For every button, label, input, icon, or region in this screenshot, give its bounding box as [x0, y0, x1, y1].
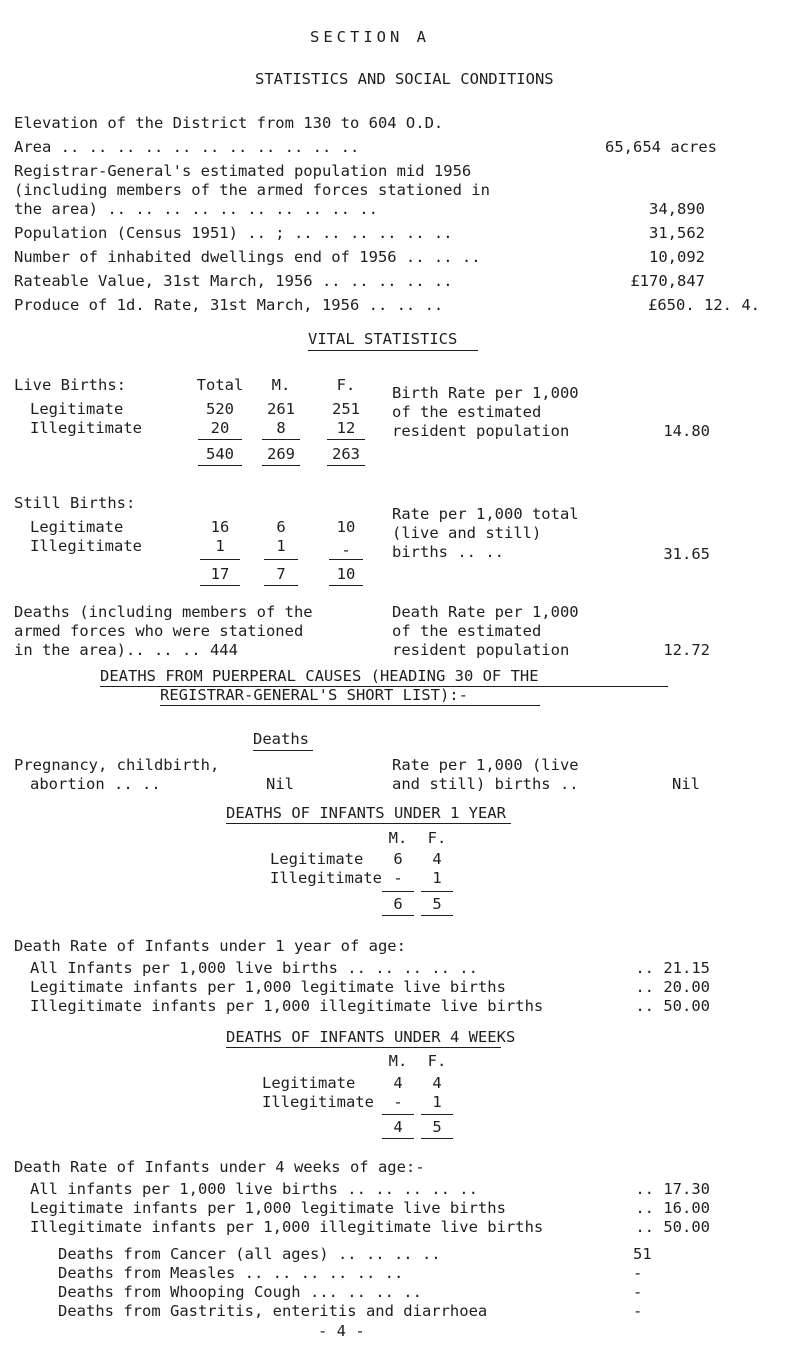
sum-rule	[329, 585, 363, 586]
sum-rule	[327, 439, 365, 440]
sum-rule	[382, 1114, 414, 1115]
live-illegit-f: 12	[336, 419, 356, 437]
area-label: Area .. .. .. .. .. .. .. .. .. .. ..	[14, 138, 360, 156]
deaths-line-1: Deaths (including members of the	[14, 603, 313, 621]
still-rate-line-3: births .. ..	[392, 543, 504, 561]
puerperal-deaths-value: Nil	[266, 775, 294, 793]
deaths-column-heading: Deaths	[253, 730, 309, 748]
cancer-deaths-label: Deaths from Cancer (all ages) .. .. .. ..	[58, 1245, 441, 1263]
infants-1yr-rate-heading: Death Rate of Infants under 1 year of age:	[14, 937, 406, 955]
deaths-line-3: in the area).. .. .. 444	[14, 641, 238, 659]
heading-underline	[160, 705, 540, 706]
cancer-deaths-value: 51	[633, 1245, 652, 1263]
measles-deaths-label: Deaths from Measles .. .. .. .. .. ..	[58, 1264, 404, 1282]
infants-1yr-illegit-f: 1	[432, 869, 442, 887]
still-legit-label: Legitimate	[30, 518, 124, 536]
live-illegit-label: Illegitimate	[30, 419, 142, 437]
registrar-line-1: Registrar-General's estimated population mid 1956	[14, 162, 472, 180]
live-sum-total: 540	[206, 445, 234, 463]
infants-4wk-sum-f: 5	[432, 1118, 442, 1136]
infants-1yr-col-f: F.	[427, 829, 447, 847]
death-rate-value: 12.72	[663, 641, 710, 659]
deaths-line-2: armed forces who were stationed	[14, 622, 304, 640]
dwellings-value: 10,092	[649, 248, 705, 266]
infants-1yr-rate-illegit-label: Illegitimate infants per 1,000 illegitimate live births	[30, 997, 544, 1015]
infants-1yr-rate-all-label: All Infants per 1,000 live births .. .. .. .. ..	[30, 959, 478, 977]
infants-1yr-col-m: M.	[388, 829, 408, 847]
census-label: Population (Census 1951) .. ; .. .. .. .. .. ..	[14, 224, 453, 242]
sum-rule	[264, 559, 298, 560]
sum-rule	[198, 465, 242, 466]
live-births-label: Live Births:	[14, 376, 126, 394]
infants-1yr-sum-f: 5	[432, 895, 442, 913]
sum-rule	[327, 465, 365, 466]
area-value: 65,654 acres	[605, 138, 717, 156]
col-m: M.	[271, 376, 291, 394]
infants-4wk-heading: DEATHS OF INFANTS UNDER 4 WEEKS	[226, 1028, 516, 1046]
still-illegit-f: -	[341, 541, 351, 559]
page-number: - 4 -	[318, 1322, 365, 1340]
whooping-cough-deaths-value: -	[633, 1283, 643, 1301]
infants-4wk-col-f: F.	[427, 1052, 447, 1070]
infants-4wk-legit-label: Legitimate	[262, 1074, 356, 1092]
infants-1yr-rate-all-value: .. 21.15	[635, 959, 710, 977]
live-sum-f: 263	[332, 445, 360, 463]
still-illegit-total: 1	[215, 537, 225, 555]
infants-4wk-rate-all-label: All infants per 1,000 live births .. .. .. .. ..	[30, 1180, 478, 1198]
infants-4wk-legit-f: 4	[432, 1074, 442, 1092]
infants-1yr-legit-label: Legitimate	[270, 850, 364, 868]
puerperal-heading-1: DEATHS FROM PUERPERAL CAUSES (HEADING 30 OF THE	[100, 667, 539, 685]
registrar-value: 34,890	[649, 200, 705, 218]
death-rate-line-1: Death Rate per 1,000	[392, 603, 579, 621]
infants-4wk-sum-m: 4	[393, 1118, 403, 1136]
sum-rule	[421, 891, 453, 892]
still-legit-m: 6	[276, 518, 286, 536]
live-illegit-total: 20	[210, 419, 230, 437]
dwellings-label: Number of inhabited dwellings end of 1956 .. .. ..	[14, 248, 481, 266]
sum-rule	[421, 915, 453, 916]
still-illegit-m: 1	[276, 537, 286, 555]
measles-deaths-value: -	[633, 1264, 643, 1282]
live-sum-m: 269	[267, 445, 295, 463]
pregnancy-line-2: abortion .. ..	[30, 775, 161, 793]
birth-rate-line-1: Birth Rate per 1,000	[392, 384, 579, 402]
rateable-label: Rateable Value, 31st March, 1956 .. .. .. .. ..	[14, 272, 453, 290]
infants-4wk-rate-illegit-value: .. 50.00	[635, 1218, 710, 1236]
whooping-cough-deaths-label: Deaths from Whooping Cough ... .. .. ..	[58, 1283, 422, 1301]
birth-rate-value: 14.80	[663, 422, 710, 440]
infants-4wk-rate-legit-label: Legitimate infants per 1,000 legitimate live births	[30, 1199, 506, 1217]
infants-1yr-rate-legit-value: .. 20.00	[635, 978, 710, 996]
sum-rule	[262, 465, 300, 466]
heading-underline	[226, 1047, 501, 1048]
infants-4wk-rate-all-value: .. 17.30	[635, 1180, 710, 1198]
infants-4wk-rate-heading: Death Rate of Infants under 4 weeks of age:-	[14, 1158, 425, 1176]
sum-rule	[200, 559, 240, 560]
puerperal-rate-line-2: and still) births ..	[392, 775, 579, 793]
sum-rule	[421, 1138, 453, 1139]
puerperal-rate-line-1: Rate per 1,000 (live	[392, 756, 579, 774]
produce-label: Produce of 1d. Rate, 31st March, 1956 .. .. ..	[14, 296, 444, 314]
still-legit-f: 10	[336, 518, 356, 536]
sum-rule	[198, 439, 242, 440]
infants-1yr-rate-legit-label: Legitimate infants per 1,000 legitimate live births	[30, 978, 506, 996]
elevation-line: Elevation of the District from 130 to 604 O.D.	[14, 114, 444, 132]
infants-1yr-illegit-label: Illegitimate	[270, 869, 382, 887]
puerperal-rate-value: Nil	[672, 775, 700, 793]
heading-underline	[253, 750, 313, 751]
still-births-label: Still Births:	[14, 494, 136, 512]
still-illegit-label: Illegitimate	[30, 537, 142, 555]
pregnancy-line-1: Pregnancy, childbirth,	[14, 756, 220, 774]
sum-rule	[264, 585, 298, 586]
vital-statistics-heading: VITAL STATISTICS	[308, 330, 458, 348]
live-legit-m: 261	[267, 400, 295, 418]
census-value: 31,562	[649, 224, 705, 242]
birth-rate-line-3: resident population	[392, 422, 570, 440]
infants-1yr-legit-m: 6	[393, 850, 403, 868]
infants-1yr-rate-illegit-value: .. 50.00	[635, 997, 710, 1015]
death-rate-line-2: of the estimated	[392, 622, 542, 640]
live-legit-f: 251	[332, 400, 360, 418]
sum-rule	[421, 1114, 453, 1115]
sum-rule	[329, 559, 363, 560]
heading-underline	[308, 350, 478, 351]
col-f: F.	[336, 376, 356, 394]
still-rate-line-1: Rate per 1,000 total	[392, 505, 579, 523]
still-rate-line-2: (live and still)	[392, 524, 542, 542]
infants-1yr-sum-m: 6	[393, 895, 403, 913]
sum-rule	[382, 1138, 414, 1139]
section-title: SECTION A	[310, 28, 430, 46]
still-sum-f: 10	[336, 565, 356, 583]
sum-rule	[262, 439, 300, 440]
registrar-line-3: the area) .. .. .. .. .. .. .. .. .. ..	[14, 200, 378, 218]
sum-rule	[382, 891, 414, 892]
still-legit-total: 16	[210, 518, 230, 536]
infants-4wk-legit-m: 4	[393, 1074, 403, 1092]
live-legit-total: 520	[206, 400, 234, 418]
infants-4wk-illegit-f: 1	[432, 1093, 442, 1111]
gastritis-deaths-value: -	[633, 1302, 643, 1320]
infants-1yr-heading: DEATHS OF INFANTS UNDER 1 YEAR	[226, 804, 506, 822]
produce-value: £650. 12. 4.	[648, 296, 760, 314]
still-sum-m: 7	[276, 565, 286, 583]
col-total: Total	[196, 376, 244, 394]
sum-rule	[382, 915, 414, 916]
rateable-value: £170,847	[630, 272, 705, 290]
infants-4wk-illegit-label: Illegitimate	[262, 1093, 374, 1111]
birth-rate-line-2: of the estimated	[392, 403, 542, 421]
infants-4wk-rate-legit-value: .. 16.00	[635, 1199, 710, 1217]
still-rate-value: 31.65	[663, 545, 710, 563]
infants-4wk-illegit-m: -	[393, 1093, 403, 1111]
heading-underline	[226, 823, 511, 824]
registrar-line-2: (including members of the armed forces stationed in	[14, 181, 490, 199]
infants-4wk-col-m: M.	[388, 1052, 408, 1070]
live-illegit-m: 8	[276, 419, 286, 437]
sum-rule	[200, 585, 240, 586]
death-rate-line-3: resident population	[392, 641, 570, 659]
infants-4wk-rate-illegit-label: Illegitimate infants per 1,000 illegitimate live births	[30, 1218, 544, 1236]
gastritis-deaths-label: Deaths from Gastritis, enteritis and diarrhoea	[58, 1302, 488, 1320]
puerperal-heading-2: REGISTRAR-GENERAL'S SHORT LIST):-	[160, 686, 468, 704]
infants-1yr-illegit-m: -	[393, 869, 403, 887]
live-legit-label: Legitimate	[30, 400, 124, 418]
infants-1yr-legit-f: 4	[432, 850, 442, 868]
still-sum-total: 17	[210, 565, 230, 583]
section-subtitle: STATISTICS AND SOCIAL CONDITIONS	[255, 70, 554, 88]
